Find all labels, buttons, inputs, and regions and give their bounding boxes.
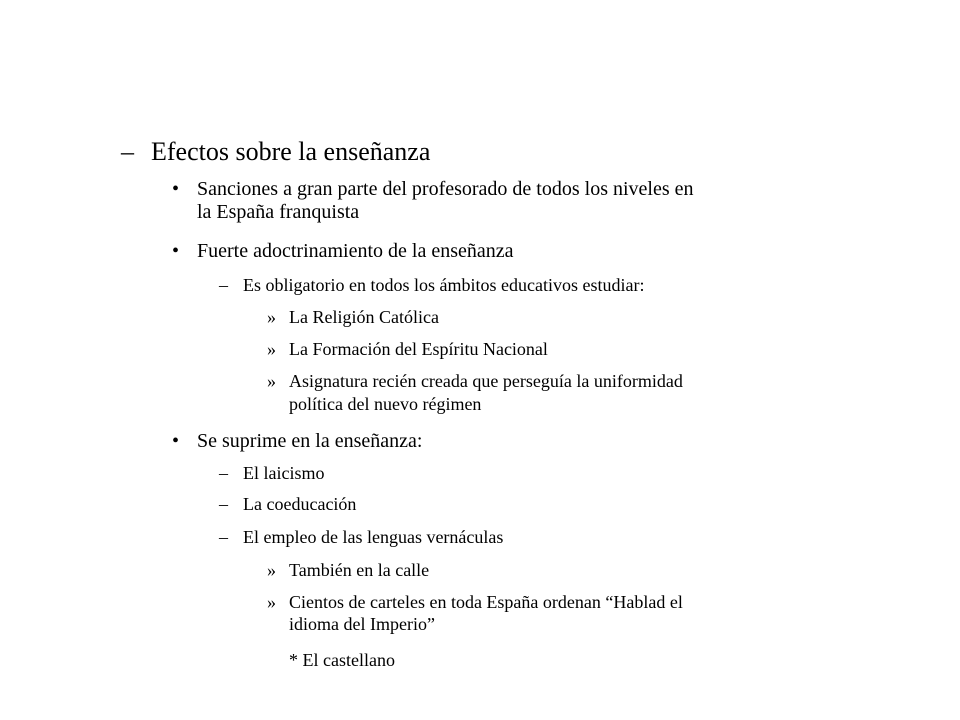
bullet-item-sanciones-continuation xyxy=(197,201,359,223)
sub-item-text: El laicismo xyxy=(243,463,325,483)
sub-item-lenguas xyxy=(219,527,503,547)
dash-marker: – xyxy=(121,137,134,166)
bullet-marker: • xyxy=(172,240,180,262)
sub-sub-item-carteles-continuation xyxy=(289,614,435,634)
sub-item-text: El empleo de las lenguas vernáculas xyxy=(243,527,504,547)
heading-text: Efectos sobre la enseñanza xyxy=(151,137,431,166)
bullet-text: Se suprime en la enseñanza: xyxy=(197,430,423,452)
sub-item-coeducacion xyxy=(219,494,356,514)
sub-sub-item-text: También en la calle xyxy=(289,560,430,580)
raquo-marker: » xyxy=(267,339,276,359)
sub-sub-item-text: La Formación del Espíritu Nacional xyxy=(289,339,548,359)
bullet-text-line-1: Sanciones a gran parte del profesorado de todos los niveles en xyxy=(197,178,694,200)
sub-sub-item-asignatura-continuation xyxy=(289,394,481,414)
sub-sub-item-calle xyxy=(267,560,429,580)
sub-sub-item-asignatura xyxy=(267,371,683,391)
bullet-marker: • xyxy=(172,178,180,200)
raquo-marker: » xyxy=(267,307,276,327)
bullet-item-suprime xyxy=(172,430,422,452)
note-text: * El castellano xyxy=(289,650,395,670)
dash-marker: – xyxy=(219,494,228,514)
bullet-item-sanciones xyxy=(172,178,694,200)
sub-sub-item-religion xyxy=(267,307,439,327)
sub-sub-item-text: La Religión Católica xyxy=(289,307,439,327)
raquo-marker: » xyxy=(267,592,276,612)
sub-sub-item-text-line-1: Asignatura recién creada que perseguía la uniformidad xyxy=(289,371,683,391)
note-castellano xyxy=(289,650,395,670)
dash-marker: – xyxy=(219,527,228,547)
raquo-marker: » xyxy=(267,560,276,580)
sub-sub-item-text-line-2: política del nuevo régimen xyxy=(289,394,482,414)
sub-item-text: Es obligatorio en todos los ámbitos educativos estudiar: xyxy=(243,275,645,295)
bullet-item-adoctrinamiento xyxy=(172,240,514,262)
bullet-text: Fuerte adoctrinamiento de la enseñanza xyxy=(197,240,514,262)
heading-row xyxy=(121,137,430,167)
sub-sub-item-formacion xyxy=(267,339,548,359)
sub-sub-item-text-line-2: idioma del Imperio” xyxy=(289,614,435,634)
sub-sub-item-text-line-1: Cientos de carteles en toda España ordenan “Hablad el xyxy=(289,592,683,612)
sub-item-obligatorio xyxy=(219,275,644,295)
dash-marker: – xyxy=(219,463,228,483)
sub-item-laicismo xyxy=(219,463,324,483)
dash-marker: – xyxy=(219,275,228,295)
sub-item-text: La coeducación xyxy=(243,494,357,514)
raquo-marker: » xyxy=(267,371,276,391)
bullet-marker: • xyxy=(172,430,180,452)
sub-sub-item-carteles xyxy=(267,592,683,612)
bullet-text-line-2: la España franquista xyxy=(197,201,360,223)
